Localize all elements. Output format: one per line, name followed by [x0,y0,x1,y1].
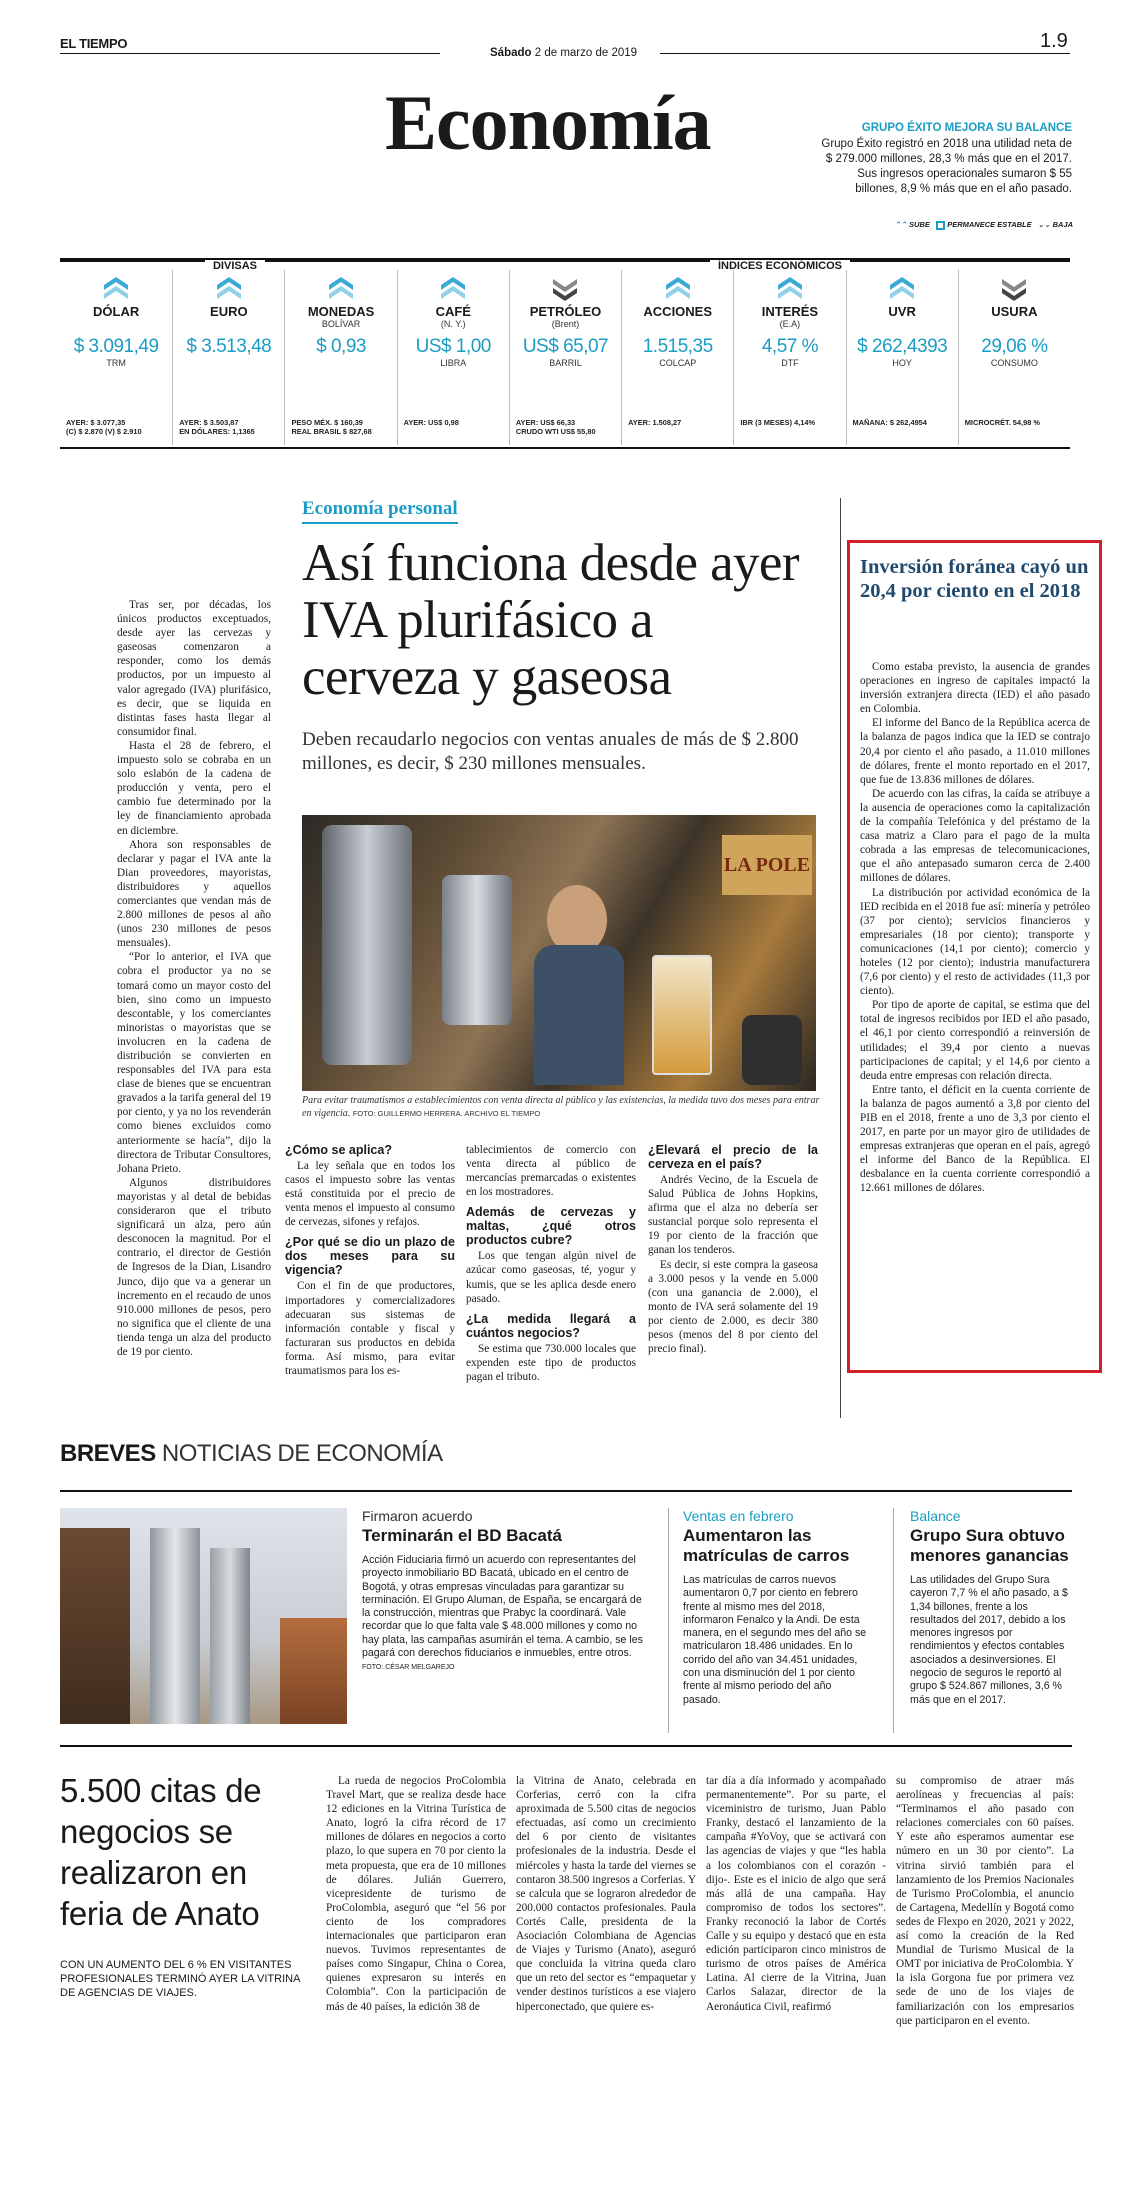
legend-up-icon: ⌃⌃ [894,220,907,229]
left-col-paragraph: Ahora son responsables de declarar y pagar el IVA ante la Dian proveedores, mayoristas, distribuidores y aquellos comerciantes que vendan más de 2.800 millones de pesos al año (unos 230 millones de pesos mensuales). [117,838,271,950]
indicator-name: CAFÉ [435,304,471,319]
legend-down-icon: ⌄⌄ [1037,220,1051,229]
brief-3-kicker: Balance [910,1508,961,1524]
indicator-0 [60,270,172,445]
indicator-7 [846,270,958,445]
q2-heading: ¿Por qué se dio un plazo de dos meses para su vigencia? [285,1235,455,1278]
brief-sura [910,1508,1075,1707]
indicators-row [60,270,1070,445]
a5-text-2: Es decir, si este compra la gaseosa a 3.000 pesos y la vende en 5.000 (con una ganancia de 2.000), el monto de IVA será solamente del 19 por ciento de 2.000, es decir 380 pesos (menos del 8 por ciento del precio final). [648,1258,818,1356]
sidebar-paragraph: Como estaba previsto, la ausencia de grandes operaciones en ingreso de capitales impactó la inversión extranjera directa (IED) el año pasado en Colombia. [860,661,1090,716]
indicator-sub: (N. Y.) [440,319,466,329]
a3-text: Los que tengan algún nivel de azúcar como gaseosas, té, yogur y kumis, que se les aplica desde enero pasado. [466,1250,636,1305]
photo-credit: FOTO: GUILLERMO HERRERA. ARCHIVO EL TIEMPO [352,1109,541,1118]
indicator-value: US$ 1,00 [415,336,491,357]
indicator-value: $ 0,93 [316,336,366,357]
left-col-paragraph: Tras ser, por décadas, los únicos productos exceptuados, desde ayer las cervezas y gaseosas comenzaron a responder, como los demás productos, por un impuesto al valor agregado (IVA) plurifásico, es decir, que se liquida en distintas fases hasta llegar al consumidor final. [117,599,271,738]
anato-col-1: La rueda de negocios ProColombia Travel Mart, que se realiza desde hace 12 ediciones en la Vitrina Turística de Anato, logró la cifra récord de 17 millones de dólares en negocios a corto plazo, lo que supera en 70 por ciento la meta propuesta, que era de 10 millones de dólares. Julián Guerrero, vicepresidente de turismo de ProColombia, aseguró que “el 56 por ciento de los compradores internacionales que participaron eran nuevos. Tuvimos representantes de países como Singapur, China o Corea, quienes expresaron su interés en Colombia”. Con la participación de más de 40 países, la edición 38 de [326,1775,506,2013]
trend-up-icon [665,276,691,302]
trend-up-icon [103,276,129,302]
legend-up: SUBE [908,220,930,229]
sidebar-paragraph: Entre tanto, el déficit en la cuenta corriente de la balanza de pagos aumentó a 3,8 por ciento del PIB en el 2018, frente a uno de 3,3 por ciento el 2017, en parte por un mayor giro de utilidades de empresas extranjeras que operan en el país, agregó el informe del Banco de la República. El desbalance en la cuenta corriente correspondió a 12.661 millones de dólares. [860,1083,1090,1195]
brief-1-credit: FOTO: CÉSAR MELGAREJO [362,1664,455,1672]
trend-up-icon [889,276,915,302]
brief-2-kicker: Ventas en febrero [683,1508,794,1524]
photo-caption: Para evitar traumatismos a establecimientos con venta directa al público y las existencias, la medida tuvo dos meses para entrar en vigencia. FOTO: GUILLERMO HERRERA. ARCHIVO EL TIEMPO [302,1095,820,1119]
left-col-paragraph: Algunos distribuidores mayoristas y al detal de bebidas consideraron que el tributo significará un alza, pero aún desconocen la magnitud. Por el contrario, el director de Gestión de Ingresos de la Dian, Lisandro Junco, dijo que va a generar un incremento en el recaudo de unos 910.000 millones de pesos, pero no significa que el cliente de una tienda tenga un alza del producto de 19 por ciento. [117,1176,271,1358]
indicator-name: MONEDAS [307,304,375,319]
divisas-label: DIVISAS [60,256,410,274]
teaser-body: Grupo Éxito registró en 2018 una utilidad neta de $ 279.000 millones, 28,3 % más que en el 2017. Sus ingresos operacionales sumaron $ 55 billones, 8,9 % más que en el año pasado. [821,138,1072,195]
indicators-bottom-rule [60,447,1070,449]
indicator-unit: COLCAP [659,358,697,368]
indicator-sub [622,319,733,330]
col2-continuation: tablecimientos de comercio con venta directa al público de mercancías premarcadas o existentes en los mostradores. [466,1144,636,1199]
indicator-4 [509,270,621,445]
brief-2-body: Las matrículas de carros nuevos aumentaron 0,7 por ciento en febrero frente al mismo mes del 2018, informaron Fenalco y la Andi. De esta manera, en el segundo mes del año se matricularon 18.486 unidades. En lo corrido del año van 34.451 unidades, con una disminución del 1 por ciento frente al mismo periodo del año pasado. [683,1574,867,1706]
indicator-sub [959,319,1070,330]
anato-deck: CON UN AUMENTO DEL 6 % EN VISITANTES PROFESIONALES TERMINÓ AYER LA VITRINA DE AGENCIAS DE VIAJES. [60,1959,300,1999]
indicator-unit: TRM [106,358,126,368]
date-day: Sábado [490,47,532,59]
page-number: 1.9 [1040,30,1068,52]
masthead-rule-left [60,53,440,54]
q3-heading: Además de cervezas y maltas, ¿qué otros productos cubre? [466,1205,636,1248]
a2-text: Con el fin de que productores, importadores y comercializadores adecuaran sus sistemas de información contable y fiscal y facturaran sus productos en debida forma. Así mismo, para evitar traumatismos para los es- [285,1280,455,1378]
indicator-3 [397,270,509,445]
trend-down-icon [552,276,578,302]
indicator-unit: DTF [781,358,799,368]
indicator-foot: AYER: US$ 66,33 CRUDO WTI US$ 55,80 [515,418,596,436]
legend-down: BAJA [1052,220,1073,229]
indicator-value: $ 3.091,49 [73,336,159,357]
brief-1-kicker: Firmaron acuerdo [362,1508,473,1524]
q5-heading: ¿Elevará el precio de la cerveza en el país? [648,1143,818,1171]
indicator-name: DÓLAR [93,304,140,319]
indicator-6 [733,270,845,445]
breves-label: BREVES [60,1440,156,1467]
a1-text: La ley señala que en todos los casos el impuesto sobre las ventas está constituida por el precio de venta menos el impuesto al consumo de cervezas, sifones y refajos. [285,1160,455,1229]
date-rest: 2 de marzo de 2019 [534,47,638,59]
legend-same: PERMANECE ESTABLE [947,220,1032,229]
indicator-unit: CONSUMO [990,358,1038,368]
trend-down-icon [1001,276,1027,302]
indicator-sub: BOLÍVAR [321,319,361,329]
sidebar-headline: Inversión foránea cayó un 20,4 por ciento en el 2018 [860,556,1089,602]
qa-column-3 [648,1143,818,1356]
indicator-name: USURA [991,304,1038,319]
brief-divider-1 [668,1508,669,1733]
indicator-8 [958,270,1070,445]
indicator-value: 4,57 % [761,336,819,357]
trend-legend [845,220,1073,230]
indicator-sub [847,319,958,330]
sidebar-paragraph: El informe del Banco de la República acerca de la balanza de pagos indica que la IED se contrajo 20,4 por ciento el año pasado, a 11.010 millones de dólares, frente el monto reportado en el 2017, que fue de 13.836 millones de dólares. [860,717,1090,786]
indicator-name: ACCIONES [643,304,713,319]
a5-text-1: Andrés Vecino, de la Escuela de Salud Pública de Johns Hopkins, afirma que el alza no debería ser sustancial porque solo representa el 19 por ciento de la fracción que ganan los tenderos. [648,1174,818,1257]
section-title: Economía [385,79,711,166]
trend-up-icon [328,276,354,302]
brief-carros [683,1508,868,1707]
indicator-sub [173,319,284,330]
indicator-name: PETRÓLEO [529,304,602,319]
trend-up-icon [216,276,242,302]
brief-3-body: Las utilidades del Grupo Sura cayeron 7,7 % el año pasado, a $ 1,34 billones, frente a los resultados del 2017, debido a los menores ingresos por rendimientos y efectos contables asociados a desinversiones. El negocio de seguros le reportó al grupo $ 524.867 millones, 3,6 % más que en el 2017. [910,1574,1068,1706]
sidebar-paragraph: De acuerdo con las cifras, la caída se atribuye a la ausencia de operaciones como la capitalización de la compañía Telefónica y del préstamo de la casa matriz a Claro para el pago de la multa cobrada a las empresas de telecomunicaciones, que el año antepasado sumaron cerca de 2.400 millones de dólares. [860,787,1090,885]
trend-up-icon [777,276,803,302]
indicator-foot: AYER: $ 3.077,35 (C) $ 2.870 (V) $ 2.910 [66,418,142,436]
anato-col-2: la Vitrina de Anato, celebrada en Corferias, cerró con la cifra aproximada de 5.500 citas de negocios efectuadas, así como un crecimiento del 6 por ciento de visitantes profesionales de la industria. Desde el miércoles y hasta la tarde del viernes se contaron 38.500 ingresos a Corferias. Y se calcula que se lograron alrededor de 200.000 contactos profesionales. Paula Cortés Calle, presidenta de la Asociación Colombiana de Agencias de Viajes y Turismo (Anato), aseguró que concluida la vitrina queda claro que un reto del sector es “empaquetar y vender destinos turísticos a ese viajero hiperconectado, que quiere es- [516,1775,696,2013]
indicator-1 [172,270,284,445]
main-headline: Así funciona desde ayer IVA plurifásico a cerveza y gaseosa [302,534,799,706]
anato-headline: 5.500 citas de negocios se realizaron en feria de Anato [60,1772,262,1932]
indicator-sub: (E.A) [779,319,801,329]
sidebar-paragraph: La distribución por actividad económica de la IED recibida en el 2018 fue así: minería y petróleo (37 por ciento); servicios financieros y empresariales (18 por ciento); transporte y comunicaciones (14,1 por ciento); comercio y hoteles (12 por ciento); industria manufacturera (7,6 por ciento) y el resto de actividades (11,3 por ciento). [860,886,1090,998]
indicator-foot: AYER: US$ 0,98 [403,418,459,427]
q4-heading: ¿La medida llegará a cuántos negocios? [466,1311,636,1340]
main-kicker: Economía personal [302,498,458,524]
indicator-2 [284,270,396,445]
indicator-value: 29,06 % [981,336,1048,357]
indicator-value: $ 262,4393 [857,336,948,357]
indicator-foot: AYER: $ 3.503,87 EN DÓLARES: 1,1365 [179,418,255,436]
breves-header [60,1440,443,1468]
teaser [820,122,1072,197]
indicator-unit: LIBRA [440,358,467,368]
indicator-value: $ 3.513,48 [186,336,272,357]
a4-text: Se estima que 730.000 locales que expenden este tipo de productos pagan el tributo. [466,1342,636,1383]
brief-3-title: Grupo Sura obtuvo menores ganancias [910,1526,1069,1565]
column-divider [840,498,841,1418]
brief-1-body: Acción Fiduciaria firmó un acuerdo con representantes del proyecto inmobiliario BD Bacatá, ubicado en el centro de Bogotá, y otras empresas vinculadas para garantizar su terminación. El Grupo Aluman, de España, se encargará de la construcción, mientras que Prabyc la coordinará. Vale recordar que lo que falta vale $ 48.000 millones y como no hay plata, las campañas asumirán el tema. A cambio, se les pagará con derechos fiduciarios e inmuebles, entre otros. FOTO: CÉSAR MELGAREJO [362,1554,643,1672]
indicator-name: INTERÉS [761,304,819,319]
indicator-name: UVR [888,304,916,319]
sidebar-paragraph: Por tipo de aporte de capital, se estima que del total de ingresos recibidos por IED el año pasado, el 46,1 por ciento correspondió a reinversión de utilidades; el 39,4 por ciento a nuevas participaciones de capital; y el 14,6 por ciento a deuda entre empresas con relación directa. [860,999,1090,1082]
masthead-rule-right [660,53,1070,54]
indicator-foot: MAÑANA: $ 262,4954 [852,418,927,427]
indicator-unit: BARRIL [549,358,582,368]
sidebar-body [860,660,1090,1196]
qa-column-2 [466,1143,636,1384]
q1-heading: ¿Cómo se aplica? [285,1143,392,1157]
indicator-foot: PESO MÉX. $ 160,39 REAL BRASIL $ 827,68 [291,418,372,436]
indicator-sub [60,319,172,330]
anato-col-3: tar día a día informado y acompañado permanentemente”. Por su parte, el viceministro de turismo, Juan Pablo Franky, destacó el lanzamiento de la campaña #YoVoy, que se activará con las agencias de viajes y que “les habla a los colombianos con el corazón -dijo-. Este es el inicio de algo que será más allá de una campaña. Hay compromiso de todos los sectores”. Franky reconoció la labor de Cortés Calle y su equipo y destacó que en esta edición participaron cinco ministros de turismo de otros países de América Latina. Al cierre de la Vitrina, Juan Carlos Salazar, director de la Aeronáutica Civil, reafirmó [706,1775,886,2013]
legend-same-icon [936,221,945,230]
brief-bacata [362,1508,652,1675]
left-col-paragraph: “Por lo anterior, el IVA que cobra el productor ya no se tomará como un mayor costo del bien, sino como un impuesto descontable, y los comerciantes minoristas o mayoristas que se involucren en la cadena de distribución se convierten en responsables del IVA para esta clase de bienes que se encuentran gravados a la tarifa general del 19 por ciento, y ya no los revenderán como bienes excluidos como anteriormente se hacía”, dijo la directora de Tributar Consultores, Johana Prieto. [117,951,271,1175]
indicator-unit [173,358,284,370]
indicator-value: US$ 65,07 [522,336,609,357]
indicator-unit: HOY [892,358,912,368]
indicator-5 [621,270,733,445]
brief-1-title: Terminarán el BD Bacatá [362,1526,562,1545]
brief-divider-2 [893,1508,894,1733]
breves-sub: NOTICIAS DE ECONOMÍA [161,1440,443,1467]
breves-rule [60,1490,1072,1492]
brief-2-title: Aumentaron las matrículas de carros [683,1526,850,1565]
indicator-value: 1.515,35 [642,336,713,357]
indicator-sub: (Brent) [551,319,580,329]
qa-column-1 [285,1143,455,1378]
issue-date [490,47,637,59]
indices-label: ÍNDICES ECONÓMICOS [500,256,1060,274]
anato-col-4: su compromiso de atraer más aerolíneas y frecuencias al país: “Terminamos el año pasado con relaciones comerciales con 60 países. Y este año esperamos aumentar ese número en un 30 por ciento”. La vitrina sirvió también para el lanzamiento de los Premios Nacionales de Turismo ProColombia, el anuncio de Cartagena, Medellín y Bogotá como sedes de Flexpo en 2020, 2021 y 2022, así como la creación de la Red Mundial de Turismo Musical de la OMT por iniciativa de ProColombia. Y la isla Gorgona fue por primera vez sede de uno de los viajes de familiarización con los empresarios que participaron en el evento. [896,1775,1074,2027]
indicator-name: EURO [210,304,248,319]
main-left-column [117,598,271,1359]
bacata-photo [60,1508,347,1724]
indicator-foot: MICROCRÉT. 54,98 % [964,418,1040,427]
breves-bottom-rule [60,1745,1072,1747]
beer-tap-photo: LA POLE [302,815,816,1091]
paper-name: EL TIEMPO [60,36,128,51]
teaser-kicker: GRUPO ÉXITO MEJORA SU BALANCE [861,122,1072,134]
main-deck: Deben recaudarlo negocios con ventas anuales de más de $ 2.800 millones, es decir, $ 230 millones mensuales. [302,729,799,774]
trend-up-icon [440,276,466,302]
indicator-foot: AYER: 1.508,27 [628,418,682,427]
left-col-paragraph: Hasta el 28 de febrero, el impuesto solo se cobraba en un solo eslabón de la cadena de producción y venta, pero el cambio fue determinado por la ley de financiamiento aprobada en diciembre. [117,739,271,837]
indicator-foot: IBR (3 MESES) 4,14% [740,418,816,427]
indicator-unit [285,358,396,370]
